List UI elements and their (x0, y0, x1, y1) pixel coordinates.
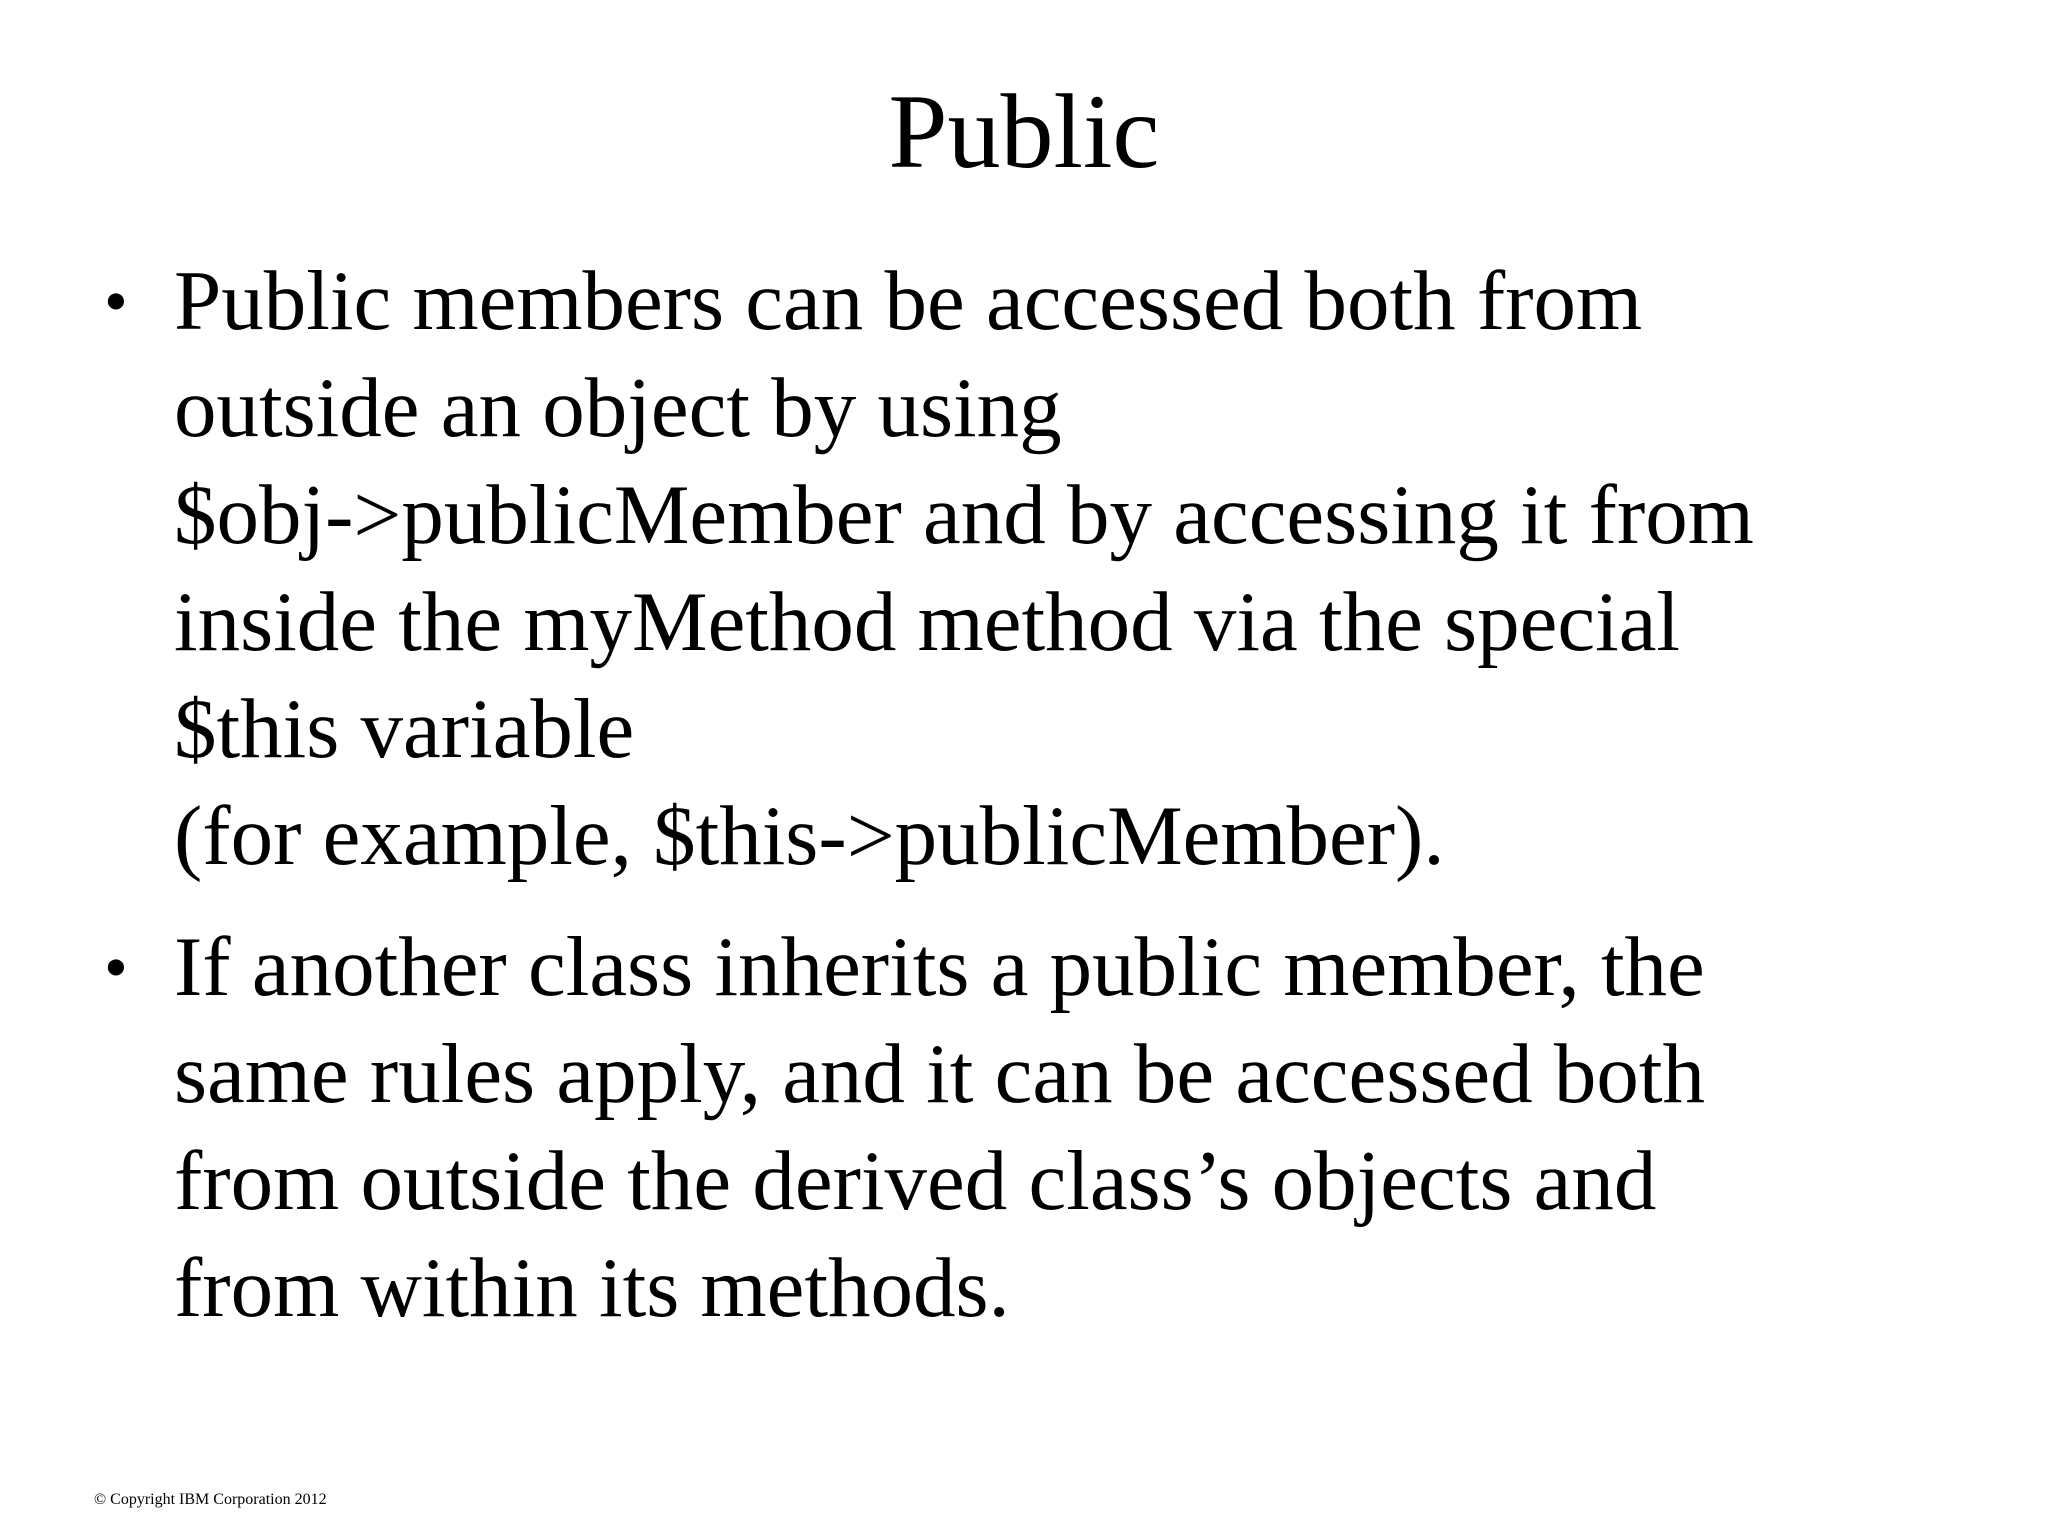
bullet-text-line: from outside the derived class’s objects and (174, 1134, 1657, 1228)
bullet-text-line: $this variable (174, 682, 635, 776)
bullet-text-line: inside the myMethod method via the special (174, 575, 1681, 669)
bullet-text-line: $obj->publicMember and by accessing it from (174, 468, 1754, 562)
bullet-text-line: same rules apply, and it can be accessed both (174, 1027, 1705, 1121)
bullet-icon: • (104, 929, 128, 1005)
bullet-text-line: from within its methods. (174, 1241, 1010, 1335)
bullet-text-line: (for example, $this->publicMember). (174, 789, 1445, 883)
bullet-text-line: If another class inherits a public member, the (174, 920, 1705, 1014)
bullet-list (104, 248, 1984, 1342)
copyright-footer: © Copyright IBM Corporation 2012 (94, 1491, 327, 1508)
slide-title: Public (888, 73, 1160, 190)
bullet-item-inheritance (104, 914, 1984, 1342)
bullet-text-line: outside an object by using (174, 361, 1062, 455)
bullet-item-public-access (104, 248, 1984, 890)
bullet-icon: • (104, 263, 128, 339)
bullet-text-line: Public members can be accessed both from (174, 254, 1643, 348)
